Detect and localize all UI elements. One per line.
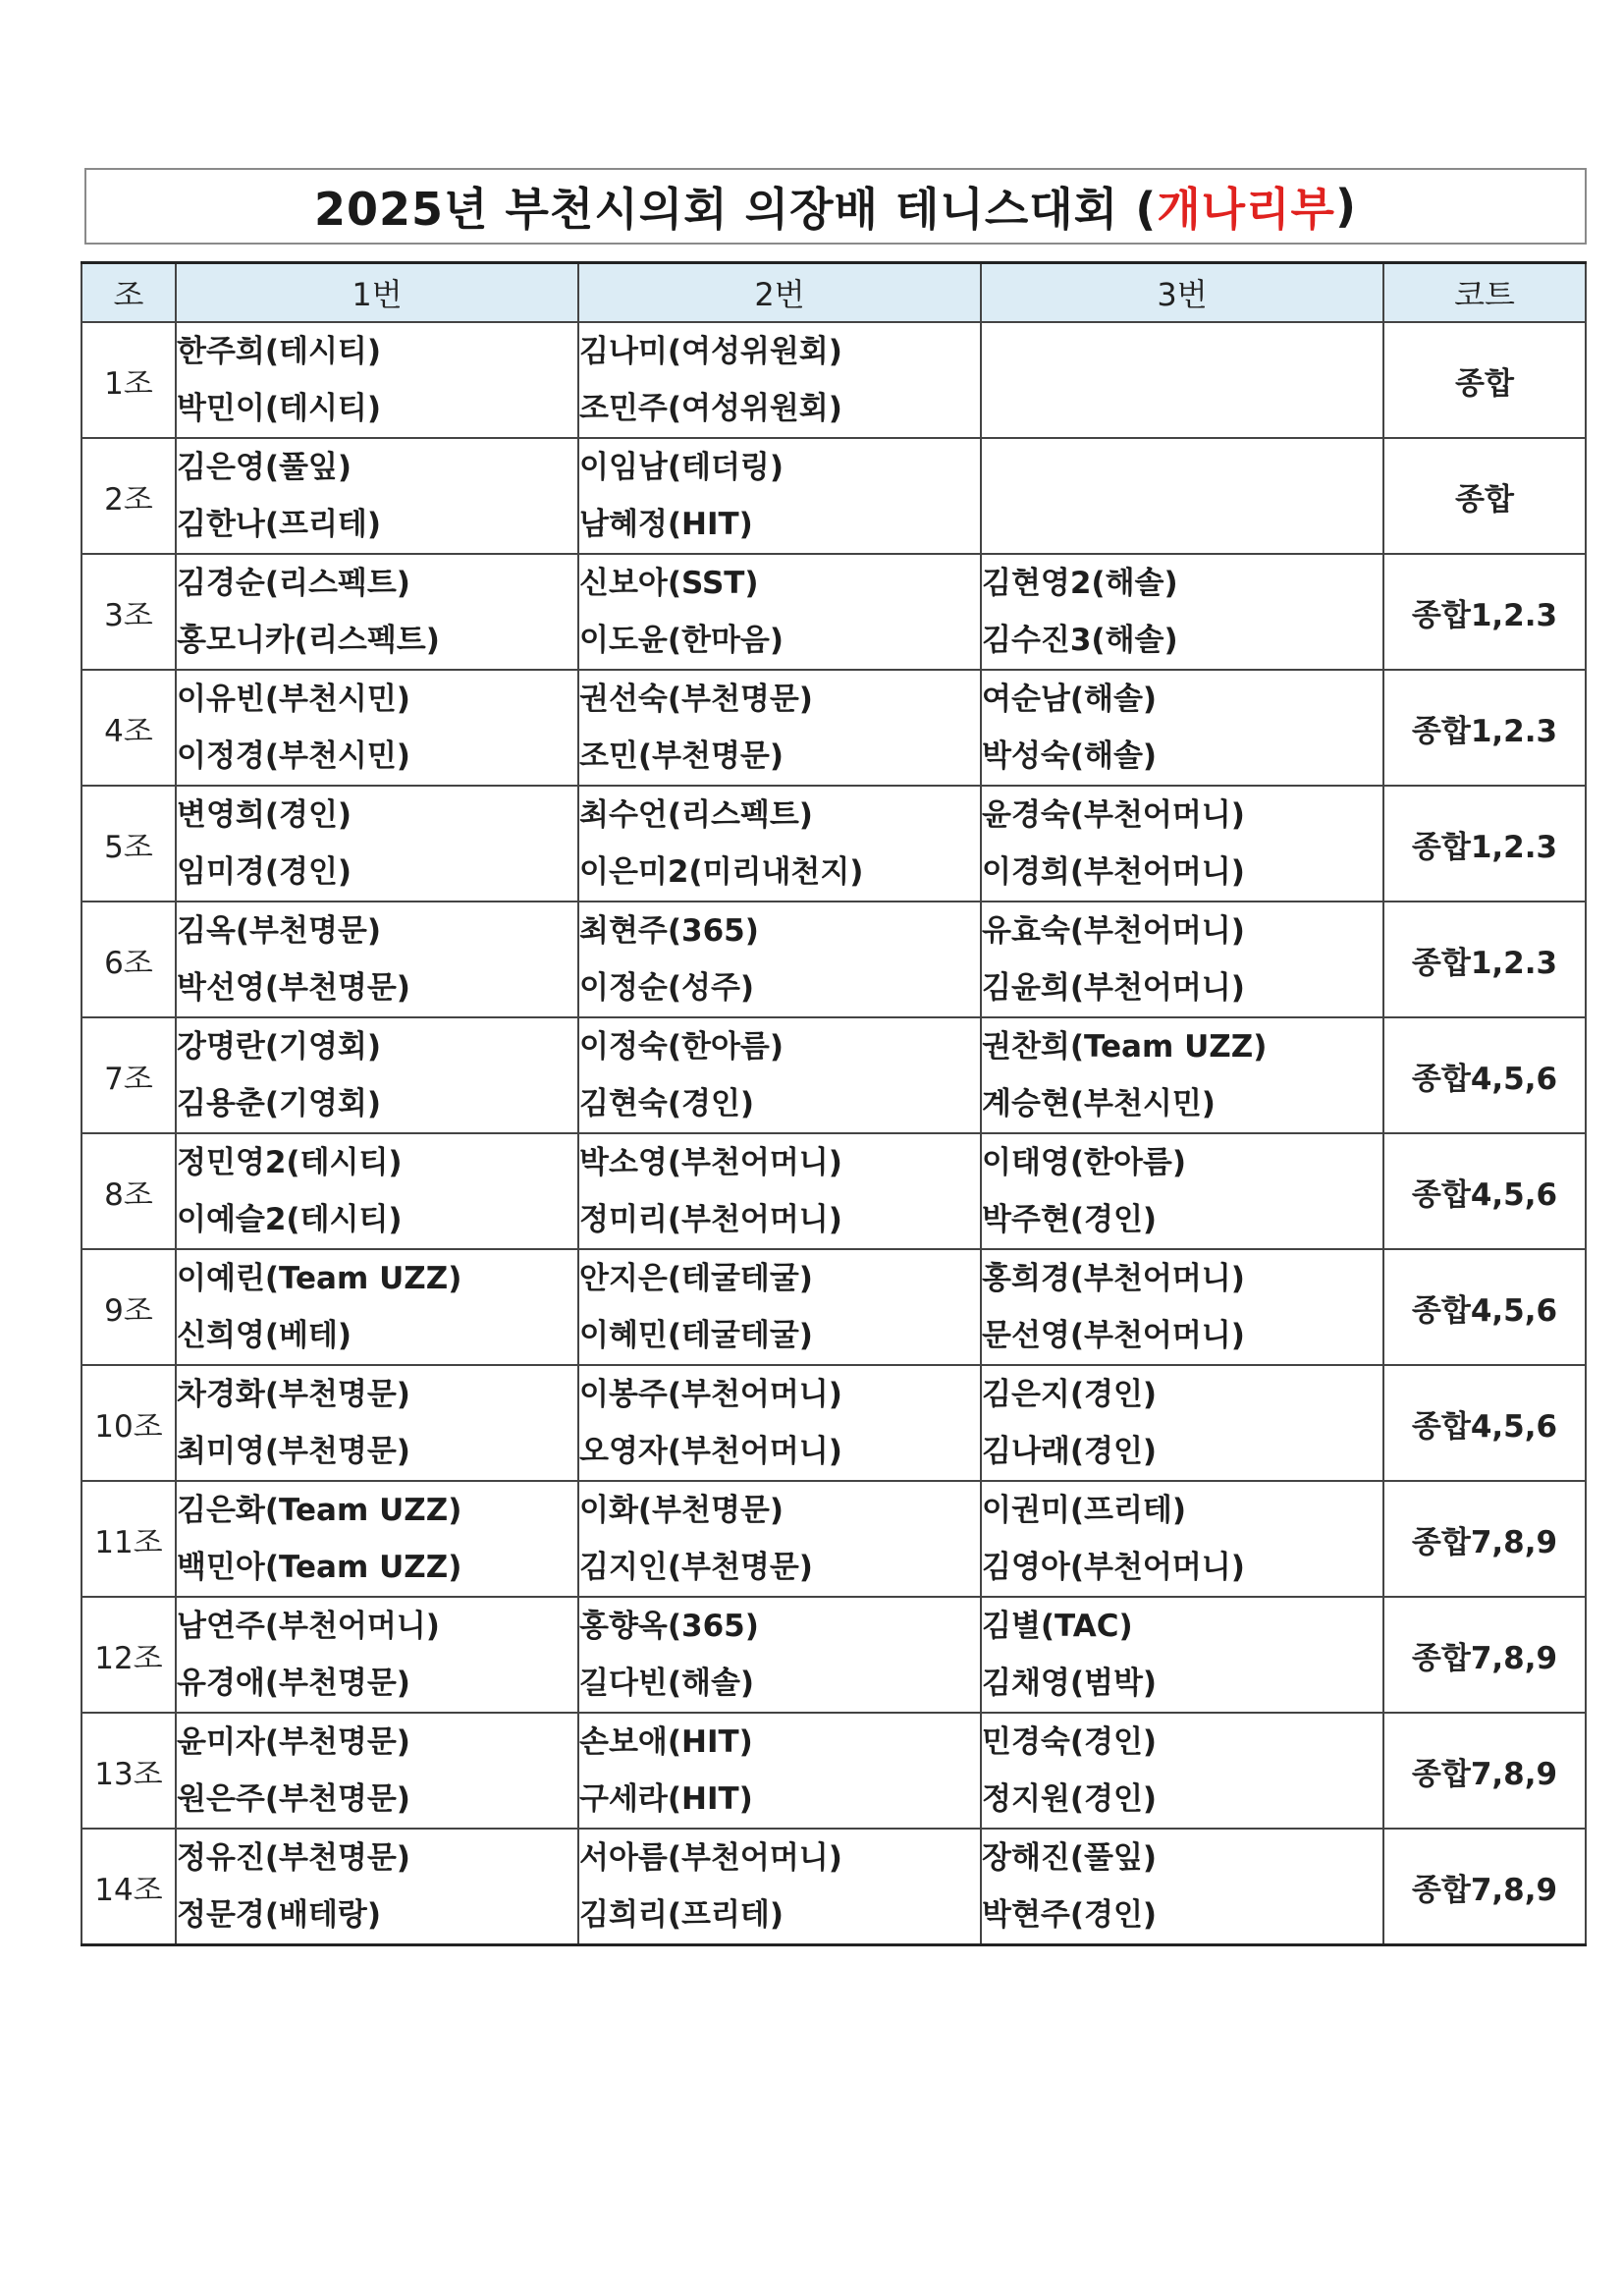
court-cell: 종합4,5,6 [1383, 1017, 1586, 1133]
player-name: 김은화(Team UZZ) [177, 1493, 462, 1528]
table-row [81, 1133, 1586, 1249]
player-name: 이임남(테더링) [579, 450, 784, 485]
header-player-1: 1번 [176, 263, 578, 323]
court-cell: 종합1,2.3 [1383, 786, 1586, 902]
player-name: 유효숙(부천어머니) [982, 913, 1245, 949]
player-name: 김희리(프리테) [579, 1897, 784, 1933]
team-cell-p3 [981, 554, 1383, 670]
player-name: 김채영(범박) [982, 1666, 1158, 1701]
player-name: 정문경(배테랑) [177, 1897, 382, 1933]
team-cell-p1 [176, 1133, 578, 1249]
player-name: 윤경숙(부천어머니) [982, 797, 1245, 833]
player-name: 길다빈(해솔) [579, 1666, 755, 1701]
player-name: 최현주(365) [579, 913, 759, 949]
court-cell: 종합1,2.3 [1383, 902, 1586, 1017]
player-name: 신보아(SST) [579, 566, 759, 601]
player-name: 서아름(부천어머니) [579, 1840, 842, 1876]
table-row [81, 1481, 1586, 1597]
team-cell-p2 [578, 1133, 981, 1249]
group-cell: 10조 [81, 1365, 176, 1481]
team-cell-p3 [981, 1713, 1383, 1829]
group-cell: 4조 [81, 670, 176, 786]
player-name: 이정경(부천시민) [177, 738, 410, 774]
court-cell: 종합4,5,6 [1383, 1365, 1586, 1481]
player-name: 손보애(HIT) [579, 1724, 753, 1760]
team-cell-p1 [176, 554, 578, 670]
player-name: 여순남(해솔) [982, 682, 1158, 717]
group-cell: 9조 [81, 1249, 176, 1365]
table-header-row [81, 263, 1586, 323]
table-row [81, 322, 1586, 438]
title-division-text: 개나리부 [1157, 183, 1335, 236]
court-cell: 종합4,5,6 [1383, 1249, 1586, 1365]
team-cell-p1 [176, 1597, 578, 1713]
team-cell-p2 [578, 1017, 981, 1133]
player-name: 정지원(경인) [982, 1781, 1158, 1817]
court-cell: 종합1,2.3 [1383, 554, 1586, 670]
player-name: 윤미자(부천명문) [177, 1724, 410, 1760]
player-name [982, 380, 1382, 437]
player-name: 이혜민(테굴테굴) [579, 1318, 813, 1353]
table-row [81, 1713, 1586, 1829]
player-name: 김수진3(해솔) [982, 623, 1178, 658]
player-name: 홍희경(부천어머니) [982, 1261, 1245, 1296]
player-name: 원은주(부천명문) [177, 1781, 410, 1817]
team-cell-p3 [981, 1133, 1383, 1249]
player-name [982, 496, 1382, 553]
player-name: 김한나(프리테) [177, 507, 382, 542]
player-name: 신희영(베테) [177, 1318, 352, 1353]
group-cell: 8조 [81, 1133, 176, 1249]
team-cell-p3 [981, 902, 1383, 1017]
player-name: 계승현(부천시민) [982, 1086, 1216, 1121]
player-name: 정민영2(테시티) [177, 1145, 403, 1180]
player-name: 박현주(경인) [982, 1897, 1158, 1933]
player-name: 남혜정(HIT) [579, 507, 753, 542]
court-cell: 종합 [1383, 438, 1586, 554]
group-cell: 14조 [81, 1829, 176, 1945]
table-row [81, 1597, 1586, 1713]
player-name: 민경숙(경인) [982, 1724, 1158, 1760]
player-name: 김현숙(경인) [579, 1086, 755, 1121]
team-cell-p3 [981, 1481, 1383, 1597]
player-name [982, 439, 1382, 496]
group-cell: 2조 [81, 438, 176, 554]
player-name: 안지은(테굴테굴) [579, 1261, 813, 1296]
team-cell-p2 [578, 554, 981, 670]
table-row [81, 1829, 1586, 1945]
player-name: 김별(TAC) [982, 1609, 1133, 1644]
group-cell: 1조 [81, 322, 176, 438]
title-main-text: 2025년 부천시의회 의장배 테니스대회 ( [314, 183, 1158, 236]
team-cell-p1 [176, 1249, 578, 1365]
player-name: 박주현(경인) [982, 1202, 1158, 1237]
table-row [81, 786, 1586, 902]
player-name: 김현영2(해솔) [982, 566, 1178, 601]
player-name: 박민이(테시티) [177, 391, 382, 426]
player-name: 차경화(부천명문) [177, 1377, 410, 1412]
team-cell-p1 [176, 902, 578, 1017]
player-name: 박성숙(해솔) [982, 738, 1158, 774]
player-name: 오영자(부천어머니) [579, 1434, 842, 1469]
team-cell-p3 [981, 670, 1383, 786]
team-cell-p1 [176, 1017, 578, 1133]
team-cell-p2 [578, 786, 981, 902]
team-cell-p1 [176, 1481, 578, 1597]
player-name: 이정숙(한아름) [579, 1029, 784, 1065]
team-cell-p2 [578, 670, 981, 786]
team-cell-p1 [176, 786, 578, 902]
table-row [81, 554, 1586, 670]
court-cell: 종합 [1383, 322, 1586, 438]
team-cell-p2 [578, 1713, 981, 1829]
player-name: 한주희(테시티) [177, 334, 382, 369]
document-title [84, 168, 1587, 245]
player-name: 이유빈(부천시민) [177, 682, 410, 717]
player-name: 김영아(부천어머니) [982, 1550, 1245, 1585]
player-name: 변영희(경인) [177, 797, 352, 833]
player-name: 이태영(한아름) [982, 1145, 1187, 1180]
player-name: 박선영(부천명문) [177, 970, 410, 1006]
player-name [982, 323, 1382, 380]
player-name: 김옥(부천명문) [177, 913, 382, 949]
team-cell-p2 [578, 902, 981, 1017]
group-cell: 7조 [81, 1017, 176, 1133]
team-cell-p3 [981, 1829, 1383, 1945]
team-cell-p1 [176, 670, 578, 786]
player-name: 장해진(풀잎) [982, 1840, 1158, 1876]
player-name: 문선영(부천어머니) [982, 1318, 1245, 1353]
player-name: 최미영(부천명문) [177, 1434, 410, 1469]
player-name: 권찬희(Team UZZ) [982, 1029, 1268, 1065]
player-name: 유경애(부천명문) [177, 1666, 410, 1701]
court-cell: 종합1,2.3 [1383, 670, 1586, 786]
team-cell-p1 [176, 1365, 578, 1481]
player-name: 김은영(풀잎) [177, 450, 352, 485]
player-name: 이경희(부천어머니) [982, 854, 1245, 890]
player-name: 이정순(성주) [579, 970, 755, 1006]
player-name: 구세라(HIT) [579, 1781, 753, 1817]
team-cell-p2 [578, 1249, 981, 1365]
court-cell: 종합7,8,9 [1383, 1713, 1586, 1829]
player-name: 홍향옥(365) [579, 1609, 759, 1644]
player-name: 남연주(부천어머니) [177, 1609, 440, 1644]
player-name: 이도윤(한마음) [579, 623, 784, 658]
table-row [81, 438, 1586, 554]
player-name: 김나래(경인) [982, 1434, 1158, 1469]
player-name: 정미리(부천어머니) [579, 1202, 842, 1237]
player-name: 조민(부천명문) [579, 738, 784, 774]
team-cell-p3 [981, 1365, 1383, 1481]
player-name: 이예린(Team UZZ) [177, 1261, 462, 1296]
title-close-paren: ) [1334, 180, 1357, 233]
player-name: 이화(부천명문) [579, 1493, 784, 1528]
player-name: 김경순(리스펙트) [177, 566, 410, 601]
team-cell-p3 [981, 786, 1383, 902]
player-name: 김나미(여성위원회) [579, 334, 842, 369]
player-name: 이은미2(미리내천지) [579, 854, 864, 890]
group-cell: 11조 [81, 1481, 176, 1597]
player-name: 이권미(프리테) [982, 1493, 1187, 1528]
player-name: 임미경(경인) [177, 854, 352, 890]
group-cell: 5조 [81, 786, 176, 902]
player-name: 강명란(기영회) [177, 1029, 382, 1065]
court-cell: 종합7,8,9 [1383, 1829, 1586, 1945]
player-name: 최수언(리스펙트) [579, 797, 813, 833]
group-cell: 12조 [81, 1597, 176, 1713]
player-name: 김용춘(기영회) [177, 1086, 382, 1121]
table-row [81, 1249, 1586, 1365]
team-cell-p3 [981, 1017, 1383, 1133]
team-cell-p1 [176, 1713, 578, 1829]
team-cell-p2 [578, 322, 981, 438]
table-row [81, 670, 1586, 786]
player-name: 이봉주(부천어머니) [579, 1377, 842, 1412]
team-cell-p3 [981, 438, 1383, 554]
team-cell-p3 [981, 1597, 1383, 1713]
team-cell-p2 [578, 1829, 981, 1945]
player-name: 홍모니카(리스펙트) [177, 623, 440, 658]
team-cell-p2 [578, 1481, 981, 1597]
team-cell-p2 [578, 438, 981, 554]
court-cell: 종합7,8,9 [1383, 1481, 1586, 1597]
table-row [81, 1365, 1586, 1481]
player-name: 박소영(부천어머니) [579, 1145, 842, 1180]
team-cell-p3 [981, 1249, 1383, 1365]
team-cell-p3 [981, 322, 1383, 438]
table-row [81, 902, 1586, 1017]
group-cell: 3조 [81, 554, 176, 670]
table-body [81, 322, 1586, 1945]
bracket-table [81, 261, 1587, 1946]
header-player-3: 3번 [981, 263, 1383, 323]
header-court: 코트 [1383, 263, 1586, 323]
group-cell: 6조 [81, 902, 176, 1017]
player-name: 백민아(Team UZZ) [177, 1550, 462, 1585]
court-cell: 종합7,8,9 [1383, 1597, 1586, 1713]
team-cell-p2 [578, 1597, 981, 1713]
player-name: 김윤희(부천어머니) [982, 970, 1245, 1006]
player-name: 권선숙(부천명문) [579, 682, 813, 717]
header-group: 조 [81, 263, 176, 323]
header-player-2: 2번 [578, 263, 981, 323]
table-row [81, 1017, 1586, 1133]
team-cell-p1 [176, 322, 578, 438]
player-name: 김은지(경인) [982, 1377, 1158, 1412]
team-cell-p1 [176, 438, 578, 554]
player-name: 조민주(여성위원회) [579, 391, 842, 426]
team-cell-p2 [578, 1365, 981, 1481]
group-cell: 13조 [81, 1713, 176, 1829]
team-cell-p1 [176, 1829, 578, 1945]
player-name: 정유진(부천명문) [177, 1840, 410, 1876]
player-name: 김지인(부천명문) [579, 1550, 813, 1585]
player-name: 이예슬2(테시티) [177, 1202, 403, 1237]
court-cell: 종합4,5,6 [1383, 1133, 1586, 1249]
